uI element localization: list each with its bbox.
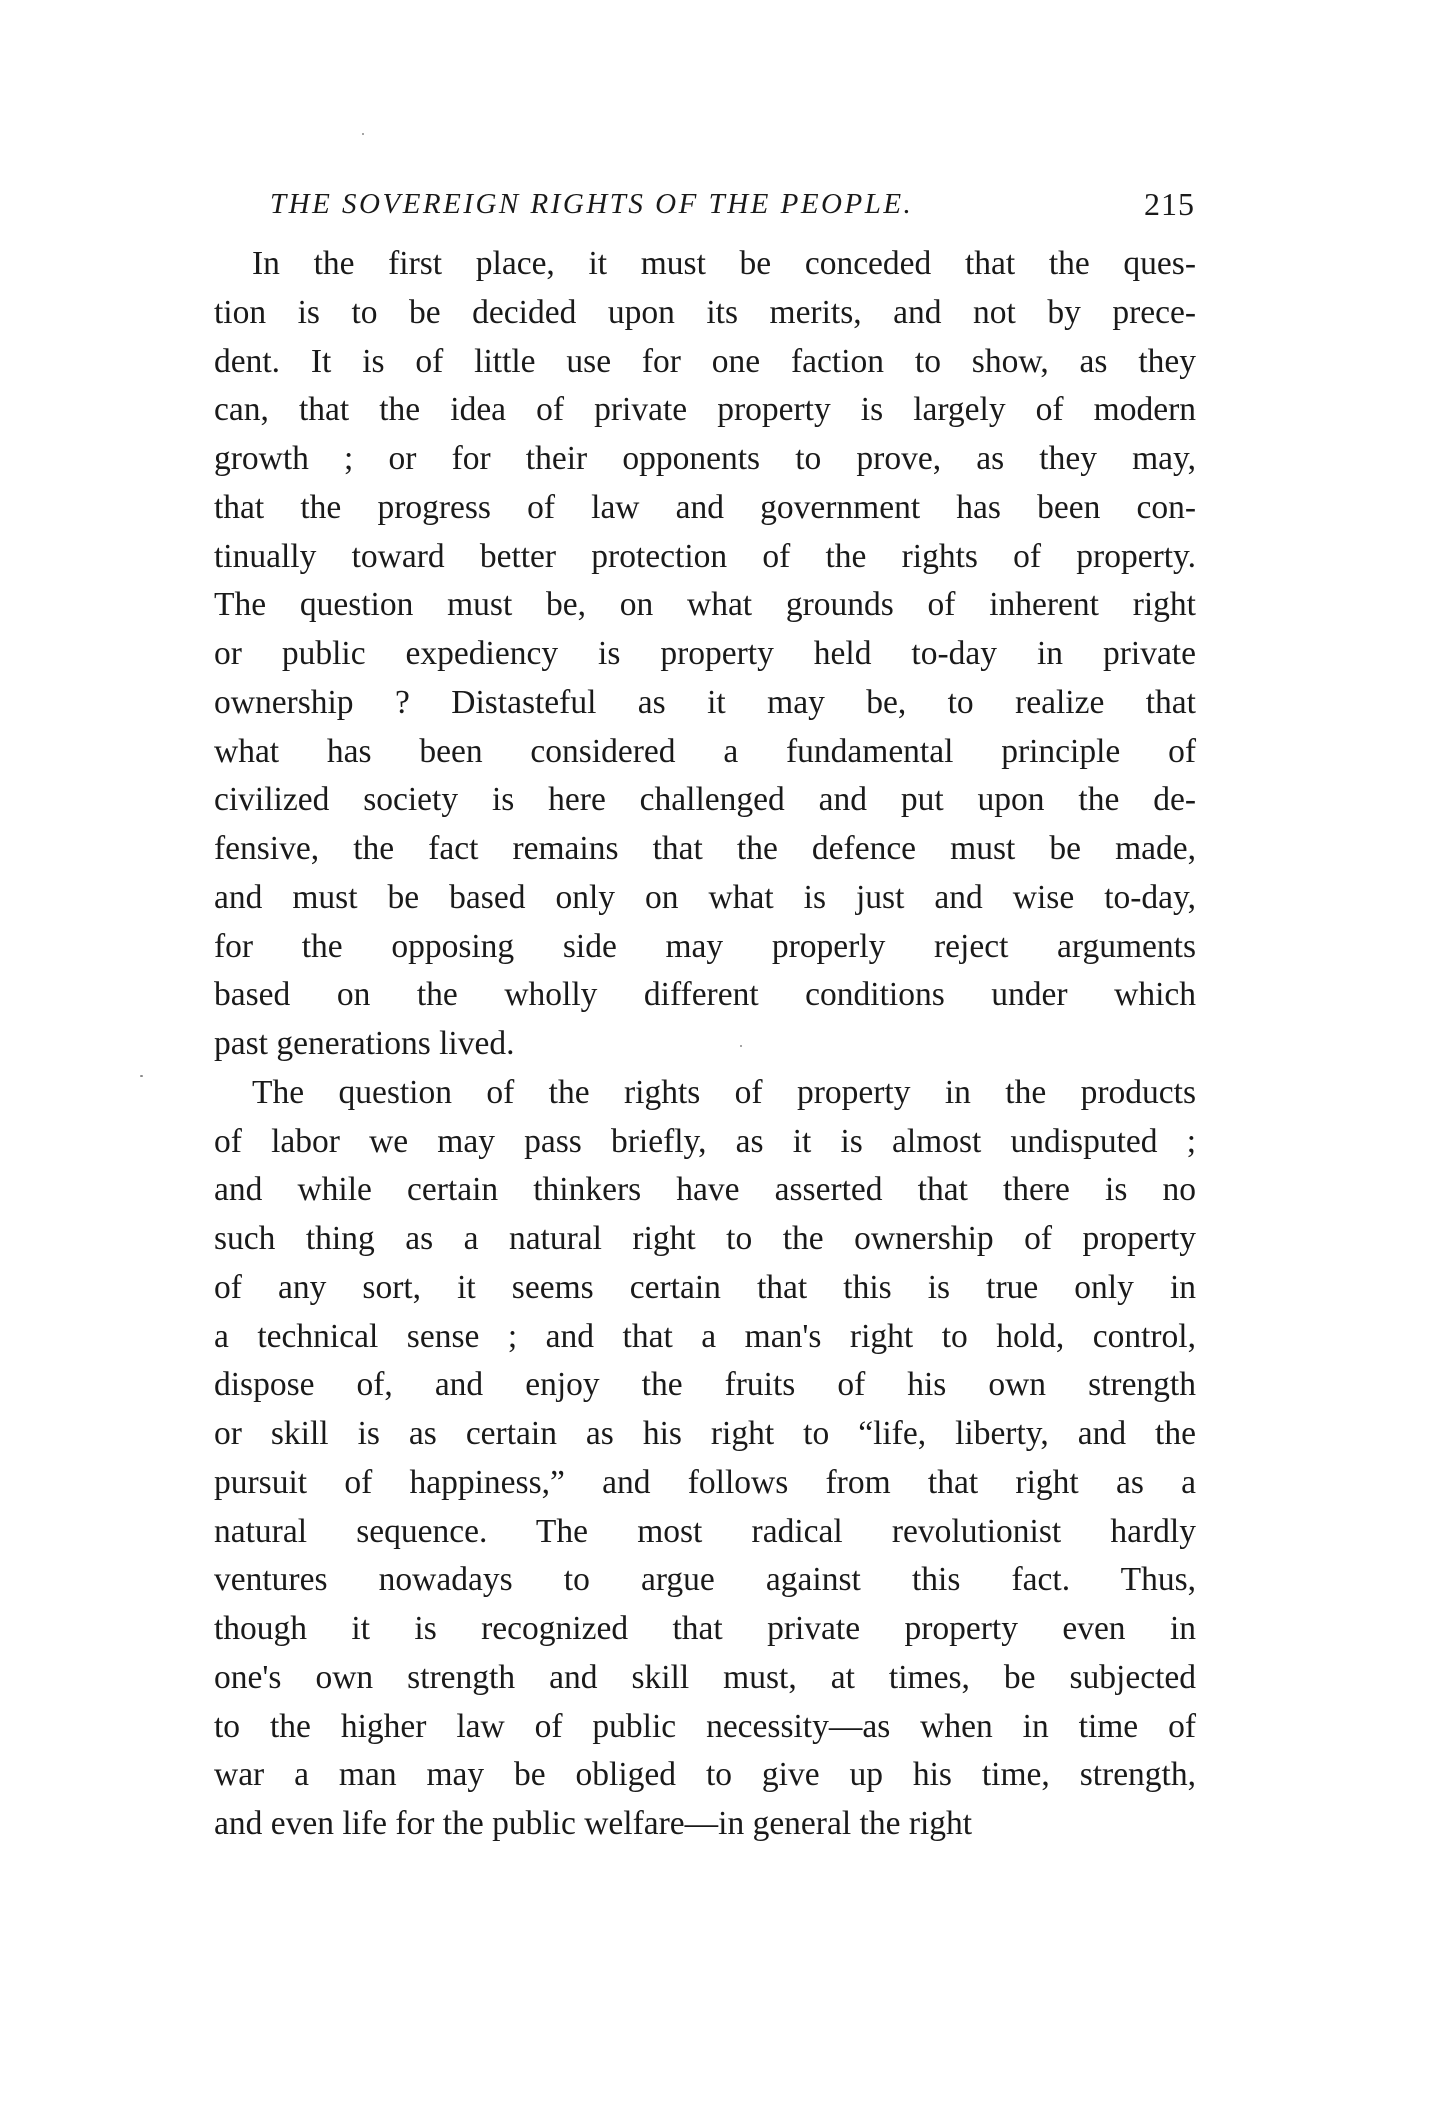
text-line: and even life for the public welfare—in general the right <box>214 1805 973 1842</box>
text-line: such thing as a natural right to the ownership of property <box>214 1220 1196 1257</box>
running-header <box>270 188 1195 221</box>
paragraph <box>214 240 1196 1069</box>
page-number: 215 <box>1144 186 1195 222</box>
text-line: a technical sense ; and that a man's right to hold, control, <box>214 1317 1196 1355</box>
text-line: ownership ? Distasteful as it may be, to realize that <box>214 683 1196 721</box>
text-line: and while certain thinkers have asserted that there is no <box>214 1171 1196 1209</box>
running-title: THE SOVEREIGN RIGHTS OF THE PEOPLE. <box>270 188 914 220</box>
scan-speck <box>140 1075 143 1077</box>
text-line: pursuit of happiness,” and follows from that right as a <box>214 1463 1196 1501</box>
text-line: dispose of, and enjoy the fruits of his own strength <box>214 1366 1196 1404</box>
text-line: ventures nowadays to argue against this fact. Thus, <box>214 1561 1196 1599</box>
text-line: In the first place, it must be conceded that the ques- <box>252 245 1196 282</box>
text-line: tinually toward better protection of the rights of property. <box>214 537 1196 575</box>
text-line: to the higher law of public necessity—as when in time of <box>214 1707 1196 1745</box>
text-line: fensive, the fact remains that the defence must be made, <box>214 830 1196 867</box>
text-line: based on the wholly different conditions under which <box>214 976 1196 1014</box>
text-line: can, that the idea of private property is largely of modern <box>214 391 1196 429</box>
scan-speck <box>740 1045 742 1047</box>
text-line: natural sequence. The most radical revolutionist hardly <box>214 1512 1196 1550</box>
text-line: or public expediency is property held to-day in private <box>214 635 1196 672</box>
text-line: The question must be, on what grounds of inherent right <box>214 586 1196 624</box>
text-line: past generations lived. <box>214 1025 515 1062</box>
text-line: of any sort, it seems certain that this is true only in <box>214 1268 1196 1306</box>
text-line: one's own strength and skill must, at times, be subjected <box>214 1658 1196 1696</box>
text-line: dent. It is of little use for one faction to show, as they <box>214 342 1196 380</box>
text-line: of labor we may pass briefly, as it is almost undisputed ; <box>214 1122 1196 1160</box>
text-line: what has been considered a fundamental principle of <box>214 732 1196 770</box>
text-line: civilized society is here challenged and put upon the de- <box>214 781 1196 819</box>
text-line: or skill is as certain as his right to “life, liberty, and the <box>214 1415 1196 1452</box>
text-line: growth ; or for their opponents to prove, as they may, <box>214 440 1196 477</box>
text-line: for the opposing side may properly reject arguments <box>214 927 1196 965</box>
text-line: though it is recognized that private property even in <box>214 1610 1196 1647</box>
text-line: and must be based only on what is just and wise to-day, <box>214 878 1196 916</box>
paragraph <box>214 1069 1196 1849</box>
text-line: that the progress of law and government has been con- <box>214 488 1196 526</box>
scan-speck <box>362 133 364 135</box>
text-line: tion is to be decided upon its merits, and not by prece- <box>214 293 1196 331</box>
text-line: The question of the rights of property in the products <box>252 1073 1196 1111</box>
body-text <box>214 240 1196 1849</box>
text-line: war a man may be obliged to give up his time, strength, <box>214 1756 1196 1794</box>
